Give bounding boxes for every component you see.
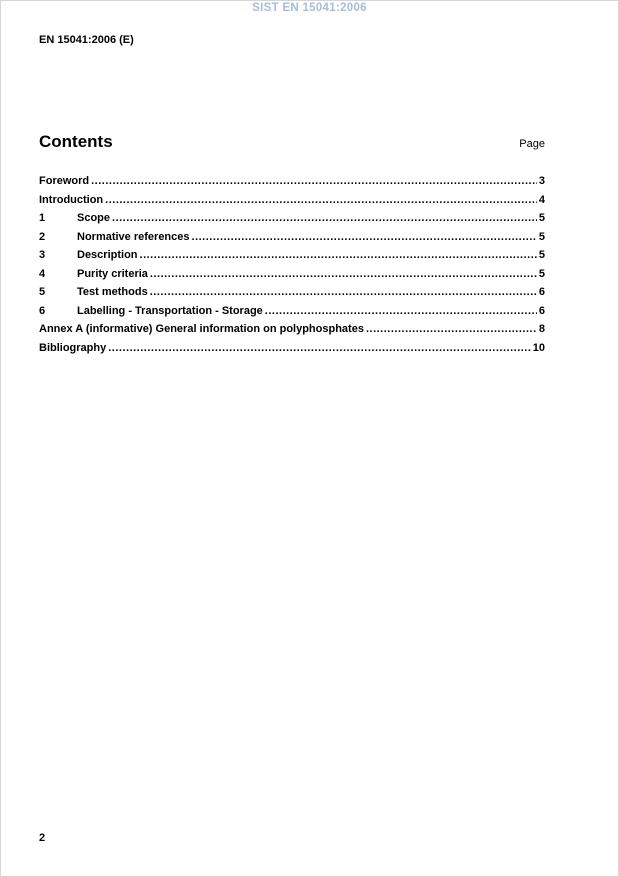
toc-entry-page: 6 bbox=[538, 286, 545, 298]
toc-leader-dots bbox=[265, 302, 537, 321]
toc-entry-labelling-transportation-storage bbox=[39, 302, 545, 321]
toc-entry-number: 4 bbox=[39, 267, 46, 280]
toc-entry-title: Description bbox=[77, 249, 138, 261]
toc-entry-scope bbox=[39, 209, 545, 228]
toc-leader-dots bbox=[192, 228, 537, 247]
toc-entry-page: 8 bbox=[538, 323, 545, 335]
toc-entry-number: 1 bbox=[39, 212, 46, 224]
table-of-contents bbox=[39, 172, 545, 357]
toc-entry-bibliography bbox=[39, 339, 545, 358]
toc-entry-title: Introduction bbox=[39, 193, 104, 206]
toc-entry-annex-a bbox=[39, 320, 545, 339]
toc-entry-introduction bbox=[39, 191, 545, 210]
contents-title: Contents bbox=[39, 132, 113, 151]
toc-leader-dots bbox=[108, 339, 531, 358]
toc-entry-title: Scope bbox=[77, 212, 111, 224]
toc-entry-title: Labelling - Transportation - Storage bbox=[77, 304, 263, 317]
page-column-label: Page bbox=[519, 138, 545, 150]
standard-watermark: SIST EN 15041:2006 bbox=[252, 2, 367, 14]
toc-entry-page: 6 bbox=[538, 304, 545, 317]
toc-leader-dots bbox=[140, 246, 537, 265]
toc-entry-page: 5 bbox=[538, 249, 545, 261]
toc-leader-dots bbox=[150, 265, 537, 284]
toc-entry-page: 10 bbox=[532, 341, 545, 354]
toc-entry-number: 3 bbox=[39, 249, 46, 261]
toc-entry-title: Normative references bbox=[77, 230, 190, 243]
toc-entry-foreword bbox=[39, 172, 545, 191]
toc-entry-title: Foreword bbox=[39, 175, 90, 187]
toc-entry-page: 4 bbox=[538, 193, 545, 206]
toc-entry-page: 5 bbox=[538, 230, 545, 243]
contents-header bbox=[39, 132, 545, 152]
toc-entry-number: 2 bbox=[39, 230, 46, 243]
toc-leader-dots bbox=[105, 191, 537, 210]
toc-entry-description bbox=[39, 246, 545, 265]
toc-leader-dots bbox=[91, 172, 537, 191]
toc-entry-title: Purity criteria bbox=[77, 267, 148, 280]
toc-entry-normative-references bbox=[39, 228, 545, 247]
toc-leader-dots bbox=[366, 320, 537, 339]
toc-entry-title: Test methods bbox=[77, 286, 148, 298]
document-reference: EN 15041:2006 (E) bbox=[39, 34, 134, 46]
toc-entry-page: 5 bbox=[538, 212, 545, 224]
footer-page-number: 2 bbox=[39, 832, 46, 844]
toc-leader-dots bbox=[150, 283, 537, 302]
toc-entry-purity-criteria bbox=[39, 265, 545, 284]
toc-leader-dots bbox=[112, 209, 537, 228]
toc-entry-number: 6 bbox=[39, 304, 46, 317]
toc-entry-page: 3 bbox=[538, 175, 545, 187]
toc-entry-title: Annex A (informative) General information on polyphosphates bbox=[39, 323, 364, 335]
toc-entry-page: 5 bbox=[538, 267, 545, 280]
toc-entry-title: Bibliography bbox=[39, 341, 107, 354]
toc-entry-test-methods bbox=[39, 283, 545, 302]
toc-entry-number: 5 bbox=[39, 286, 46, 298]
